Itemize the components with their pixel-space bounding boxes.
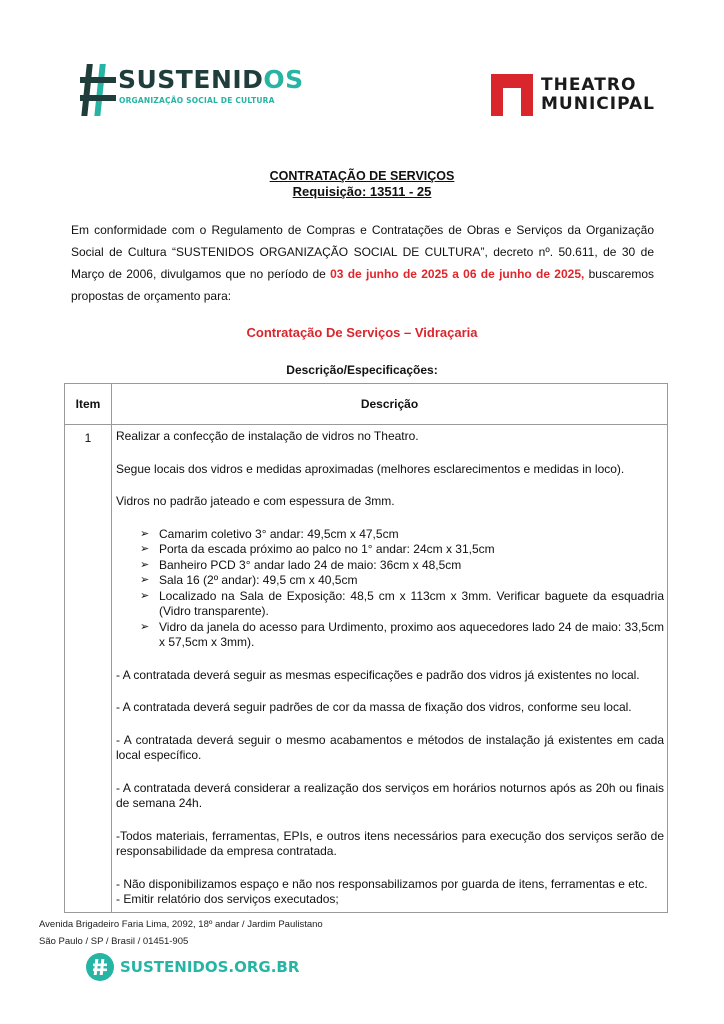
specification-table xyxy=(64,383,668,913)
footer-address xyxy=(39,916,323,950)
website-link[interactable]: SUSTENIDOS.ORG.BR xyxy=(120,958,300,976)
spec-label: Descrição/Especificações: xyxy=(286,363,438,377)
theatro-municipal-logo xyxy=(491,74,661,120)
hashtag-logo-icon xyxy=(80,62,116,116)
requirement-note: - A contratada deverá considerar a realização dos serviços em horários noturnos após as 20h ou finais de semana 24h. xyxy=(116,780,664,810)
proposal-period: 03 de junho de 2025 a 06 de junho de 2025, xyxy=(330,267,585,281)
address-line: São Paulo / SP / Brasil / 01451-905 xyxy=(39,936,189,947)
sustenidos-logo xyxy=(80,62,304,118)
address-line: Avenida Brigadeiro Faria Lima, 2092, 18º andar / Jardim Paulistano xyxy=(39,919,323,930)
arrow-bullet-icon: ➢ xyxy=(140,558,150,571)
item-number: 1 xyxy=(65,425,112,913)
theatro-arch-logo-icon xyxy=(491,74,533,116)
item-column-header: Item xyxy=(65,384,112,425)
list-item: ➢ Vidro da janela do acesso para Urdimento, proximo aos aquecedores lado 24 de maio: 33,5cm x 57,5cm x 3mm). xyxy=(140,619,664,649)
sustenidos-tagline: ORGANIZAÇÃO SOCIAL DE CULTURA xyxy=(119,96,275,105)
arrow-bullet-icon: ➢ xyxy=(140,543,150,555)
requisition-number: Requisição: 13511 - 25 xyxy=(292,184,432,199)
table-header-row xyxy=(65,384,668,425)
list-item: ➢ Sala 16 (2º andar): 49,5 cm x 40,5cm xyxy=(140,573,358,587)
contract-subject: Contratação De Serviços – Vidraçaria xyxy=(246,325,478,340)
requirement-note: - Não disponibilizamos espaço e não nos responsabilizamos por guarda de itens, ferramentas e etc. xyxy=(116,876,648,891)
arrow-bullet-icon: ➢ xyxy=(140,527,150,540)
arrow-bullet-icon: ➢ xyxy=(140,574,150,586)
theatro-wordmark: THEATRO MUNICIPAL xyxy=(541,75,655,114)
glass-locations-list xyxy=(116,527,664,651)
table-row xyxy=(65,425,668,913)
arrow-bullet-icon: ➢ xyxy=(140,589,150,602)
hashtag-circle-icon xyxy=(86,953,114,981)
list-item: ➢ Localizado na Sala de Exposição: 48,5 cm x 113cm x 3mm. Verificar baguete da esquadria (Vidro transparente). xyxy=(140,588,664,618)
item-description xyxy=(112,425,668,913)
description-paragraph: Vidros no padrão jateado e com espessura de 3mm. xyxy=(116,494,395,508)
description-column-header: Descrição xyxy=(112,384,668,425)
sustenidos-wordmark: SUSTENIDOS xyxy=(118,65,304,94)
requirement-note: - A contratada deverá seguir padrões de cor da massa de fixação dos vidros, conforme seu local. xyxy=(116,700,632,714)
requirement-note: - A contratada deverá seguir as mesmas especificações e padrão dos vidros já existentes no local. xyxy=(116,667,640,682)
list-item: ➢ Camarim coletivo 3° andar: 49,5cm x 47,5cm xyxy=(140,526,399,541)
arrow-bullet-icon: ➢ xyxy=(140,620,150,633)
footer-website-logo xyxy=(86,953,300,983)
description-paragraph: Segue locais dos vidros e medidas aproximadas (melhores esclarecimentos e medidas in loco). xyxy=(116,461,625,476)
requirement-note: - Emitir relatório dos serviços executados; xyxy=(116,892,339,906)
description-paragraph: Realizar a confecção de instalação de vidros no Theatro. xyxy=(116,429,419,443)
intro-paragraph: Em conformidade com o Regulamento de Compras e Contratações de Obras e Serviços da Organização Social de Cultura “SUSTENIDOS ORGANIZAÇÃO SOCIAL DE CULTURA”, decreto nº. 50.611, de 30 de Março de 2006, divulgamos que no período de 03 de junho de 2025 a 06 de junho de 2025, buscaremos propostas de orçamento para: xyxy=(71,223,654,303)
list-item: ➢ Porta da escada próximo ao palco no 1° andar: 24cm x 31,5cm xyxy=(140,542,495,556)
requirement-note: -Todos materiais, ferramentas, EPIs, e outros itens necessários para execução dos serviços serão de responsabilidade da empresa contratada. xyxy=(116,828,664,858)
requirement-note: - A contratada deverá seguir o mesmo acabamentos e métodos de instalação já existentes em cada local específico. xyxy=(116,732,664,762)
document-title: CONTRATAÇÃO DE SERVIÇOS xyxy=(269,169,455,183)
list-item: ➢ Banheiro PCD 3° andar lado 24 de maio: 36cm x 48,5cm xyxy=(140,557,462,572)
